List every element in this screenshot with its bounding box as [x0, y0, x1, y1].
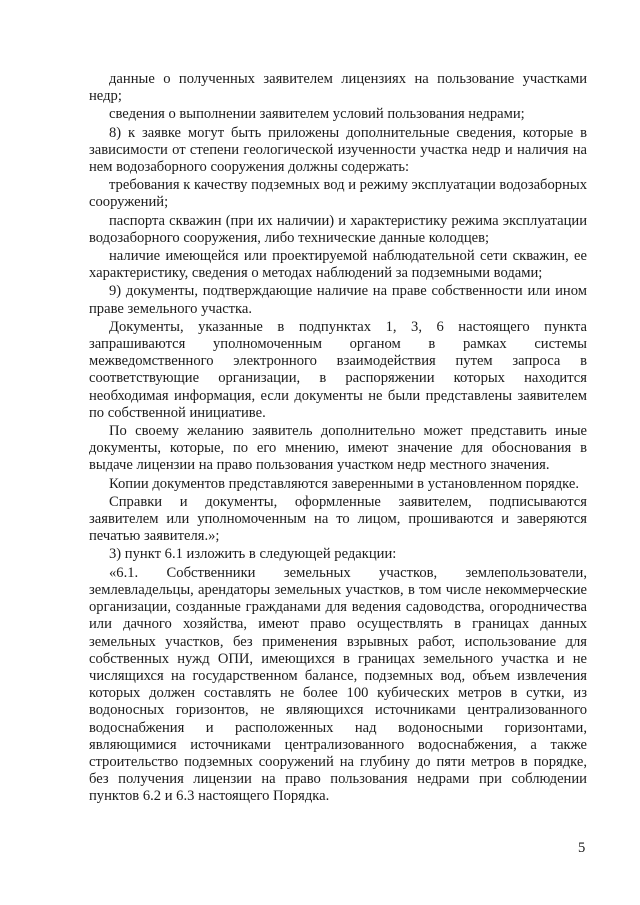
paragraph-requested-documents: Документы, указанные в подпунктах 1, 3, 6 настоящего пункта запрашиваются уполномоченным органом в рамках системы межведомственного электронного взаимодействия путем запроса в соответствующие организации, в распоряжении которых находится необходимая информация, если документы не были представлены заявителем по собственной инициативе. — [89, 318, 587, 421]
paragraph-well-passports: паспорта скважин (при их наличии) и характеристику режима эксплуатации водозаборного сооружения, либо технические данные колодцев; — [89, 212, 587, 246]
paragraph-observation-network: наличие имеющейся или проектируемой наблюдательной сети скважин, ее характеристику, сведения о методах наблюдений за подземными водами; — [89, 248, 587, 282]
paragraph-item-9: 9) документы, подтверждающие наличие на праве собственности или ином праве земельного участка. — [89, 283, 587, 317]
paragraph-item-3: 3) пункт 6.1 изложить в следующей редакции: — [109, 546, 397, 563]
paragraph-copies: Копии документов представляются заверенными в установленном порядке. — [109, 475, 580, 492]
document-body — [89, 71, 587, 807]
paragraph-certificates: Справки и документы, оформленные заявителем, подписываются заявителем или уполномоченным на то лицом, прошиваются и заверяются печатью заявителя.»; — [89, 493, 587, 545]
paragraph-additional-documents: По своему желанию заявитель дополнительно может представить иные документы, которые, по его мнению, имеют значение для обоснования в выдаче лицензии на право пользования участком недр местного значения. — [89, 423, 587, 474]
paragraph-clause-6-1: «6.1. Собственники земельных участков, землепользователи, землевладельцы, арендаторы земельных участков, в том числе некоммерческие организации, созданные гражданами для ведения садоводства, огородничества или дачного хозяйства, имеют право осуществлять в границах данных земельных участков, без применения взрывных работ, использование для собственных нужд ОПИ, имеющихся в границах земельного участка и не числящихся на государственном балансе, подземных вод, объем извлечения которых должен составлять не более 100 кубических метров в сутки, из водоносных горизонтов, не являющихся источниками централизованного водоснабжения и расположенных над водоносными горизонтами, являющимися источниками централизованного водоснабжения, а также строительство подземных сооружений на глубину до пяти метров в порядке, без получения лицензии на право пользования недрами при соблюдении пунктов 6.2 и 6.3 настоящего Порядка. — [89, 564, 587, 805]
paragraph-item-8: 8) к заявке могут быть приложены дополнительные сведения, которые в зависимости от степени геологической изученности участка недр и наличия на нем водозаборного сооружения должны содержать: — [89, 124, 587, 176]
paragraph-licenses: данные о полученных заявителем лицензиях на пользование участками недр; — [89, 71, 587, 105]
paragraph-water-quality: требования к качеству подземных вод и режиму эксплуатации водозаборных сооружений; — [89, 177, 587, 211]
paragraph-conditions: сведения о выполнении заявителем условий пользования недрами; — [109, 106, 525, 123]
page-number: 5 — [578, 840, 586, 856]
